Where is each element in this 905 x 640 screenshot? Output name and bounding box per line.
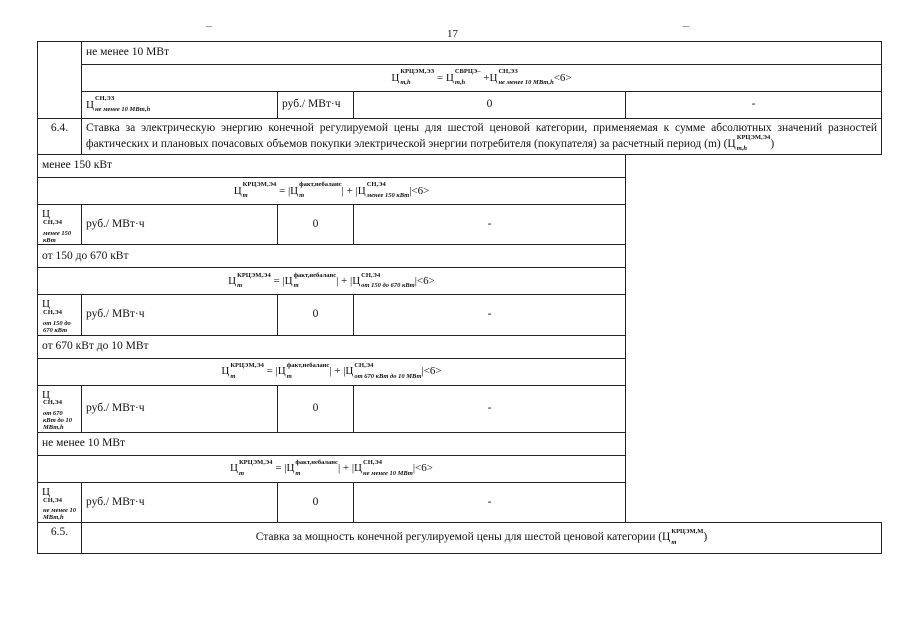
formula — [38, 178, 626, 205]
formula-plus: | + |Ц — [341, 184, 366, 197]
formula-symbol: Ц — [445, 71, 454, 84]
formula-sub: m — [293, 282, 299, 290]
formula-plus: + — [483, 71, 490, 84]
page-number: 17 — [447, 28, 458, 40]
formula-sup: факт,небаланс — [295, 458, 338, 466]
formula-row — [38, 178, 882, 205]
variable-cell — [82, 92, 278, 119]
formula-sup: КРЦЭМ,Э4 — [238, 458, 273, 466]
scan-mark — [206, 26, 212, 27]
formula-row — [38, 65, 882, 92]
dash-cell: - — [354, 295, 626, 335]
unit-cell: руб./ МВт·ч — [82, 482, 278, 522]
formula — [82, 65, 882, 92]
section-row — [38, 522, 882, 553]
formula-symbol: Ц — [221, 365, 230, 378]
table-row — [38, 335, 882, 358]
var-sup: СН,ЭЗ — [94, 95, 115, 103]
formula-sup: факт,небаланс — [293, 271, 337, 279]
formula-sup: СН,ЭЗ — [498, 68, 518, 76]
formula-eq: = |Ц — [278, 184, 299, 197]
formula-plus: | + |Ц — [337, 462, 363, 475]
formula-sup: СН,Э4 — [43, 309, 63, 317]
formula-plus: | + |Ц — [329, 365, 354, 378]
unit-cell: руб./ МВт·ч — [82, 295, 278, 335]
number-cell — [38, 42, 82, 119]
group-label: от 150 до 670 кВт — [38, 245, 626, 268]
unit-cell: руб./ МВт·ч — [278, 92, 354, 119]
formula-note: |<6> — [421, 365, 442, 378]
formula-sup: СН,Э4 — [43, 399, 63, 407]
formula-sup: СН,Э4 — [366, 181, 386, 189]
value-cell: 0 — [278, 482, 354, 522]
dash-cell: - — [626, 92, 882, 119]
formula-note: |<6> — [414, 274, 435, 287]
title-close: ) — [703, 531, 708, 544]
formula-eq: = |Ц — [275, 462, 295, 475]
var-symbol: Ц — [86, 98, 94, 111]
formula-sup: СВРЦЭ– — [454, 68, 481, 76]
section-row — [38, 119, 882, 155]
formula-sup: КРЦЭМ,Э4 — [242, 181, 277, 189]
formula-note: |<6> — [409, 184, 430, 197]
variable-cell — [38, 295, 82, 335]
variable-cell — [38, 482, 82, 522]
title-text: Ставка за мощность конечной регулируемой цены для шестой ценовой категории (Ц — [255, 531, 671, 544]
variable-cell — [38, 385, 82, 432]
dash-cell: - — [354, 482, 626, 522]
formula-sub: m — [295, 469, 301, 477]
formula-sup: СН,Э4 — [354, 361, 374, 369]
formula-sub: менее 150 кВт — [43, 229, 72, 244]
value-row — [38, 205, 882, 245]
dash-cell: - — [354, 205, 626, 245]
value-row — [38, 385, 882, 432]
value-cell: 0 — [354, 92, 626, 119]
table-row — [38, 245, 882, 268]
formula-symbol: Ц — [489, 71, 498, 84]
var-symbol: Ц — [42, 388, 50, 401]
formula-symbol: Ц — [233, 184, 242, 197]
formula-sub: не менее 10 МВт,h — [43, 507, 76, 522]
formula-symbol: Ц — [391, 71, 400, 84]
formula-note: <6> — [553, 71, 572, 84]
formula-row — [38, 358, 882, 385]
var-symbol: Ц — [42, 208, 50, 221]
unit-cell: руб./ МВт·ч — [82, 205, 278, 245]
formula-symbol: Ц — [228, 274, 237, 287]
formula-sup: СН,Э4 — [43, 496, 63, 504]
group-label: от 670 кВт до 10 МВт — [38, 335, 626, 358]
formula-sub: от 670 кВт до 10 МВт,h — [43, 410, 72, 431]
formula-sup: факт,небаланс — [299, 181, 342, 189]
value-row — [38, 295, 882, 335]
var-symbol: Ц — [42, 485, 50, 498]
formula-sub: менее 150 кВт — [366, 192, 410, 200]
formula-sub: не менее 10 МВт — [363, 469, 413, 477]
section-title — [82, 522, 882, 553]
formula-sub: m,h — [454, 79, 466, 87]
value-row — [38, 482, 882, 522]
formula-symbol: Ц — [230, 462, 238, 475]
section-description — [82, 119, 882, 155]
formula-sub: m — [230, 372, 236, 380]
symbol: (Ц — [723, 137, 736, 150]
formula-sub: m — [299, 192, 305, 200]
scan-mark — [683, 26, 689, 27]
group-label: менее 150 кВт — [38, 155, 626, 178]
formula-sub: m — [671, 538, 677, 546]
section-number: 6.5. — [38, 522, 82, 553]
dash-cell: - — [354, 385, 626, 432]
formula-sub: от 150 до 670 кВт — [361, 282, 415, 290]
value-cell: 0 — [278, 385, 354, 432]
formula-eq: = |Ц — [266, 365, 286, 378]
var-symbol: Ц — [42, 298, 50, 311]
formula-sub: от 670 кВт до 10 МВт — [354, 372, 422, 380]
formula-row — [38, 455, 882, 482]
formula-sub: m,h — [400, 79, 411, 87]
symbol-close: ) — [770, 137, 775, 150]
formula-sub: не менее 10 МВт,h — [498, 79, 554, 87]
group-label: не менее 10 МВт — [82, 42, 882, 65]
formula-sup: КРЦЭМ,ЭЗ — [400, 68, 435, 76]
formula-row — [38, 268, 882, 295]
unit-cell: руб./ МВт·ч — [82, 385, 278, 432]
formula-sup: СН,Э4 — [361, 271, 381, 279]
formula-sub: m — [242, 192, 248, 200]
var-sub: не менее 10 МВт,h — [94, 106, 151, 114]
formula-sup: СН,Э4 — [363, 458, 383, 466]
variable-cell — [38, 205, 82, 245]
formula-sup: КРЦЭМ,М — [671, 527, 704, 535]
formula-sub: от 150 до 670 кВт — [43, 319, 71, 334]
formula-note: |<6> — [412, 462, 433, 475]
formula-sup: КРЦЭМ,Э4 — [230, 361, 264, 369]
symbol-sub: m,h — [736, 144, 748, 152]
value-row — [38, 92, 882, 119]
symbol-sup: КРЦЭМ,Э4 — [736, 134, 771, 142]
formula-sup: КРЦЭМ,Э4 — [237, 271, 271, 279]
formula-sup: факт,небаланс — [286, 361, 330, 369]
formula-plus: | + |Ц — [336, 274, 361, 287]
section-number: 6.4. — [38, 119, 82, 155]
description-text: Ставка за электрическую энергию конечной регулируемой цены для шестой ценовой категории, применяемая к сумме абсолютных значений разностей фактических и плановых почасовых объемов покупки электрической энергии потребителя (покупателя) за расчетный период (m) — [86, 122, 877, 150]
group-label: не менее 10 МВт — [38, 432, 626, 455]
formula — [38, 358, 626, 385]
table-row — [38, 42, 882, 65]
value-cell: 0 — [278, 205, 354, 245]
formula-sub: m — [237, 282, 243, 290]
formula-sub: m — [286, 372, 292, 380]
formula-eq: = |Ц — [273, 274, 293, 287]
table-row — [38, 432, 882, 455]
formula-sup: СН,Э4 — [43, 218, 63, 226]
table-row — [38, 155, 882, 178]
formula — [38, 455, 626, 482]
value-cell: 0 — [278, 295, 354, 335]
formula-eq: = — [436, 71, 444, 84]
formula — [38, 268, 626, 295]
formula-sub: m — [238, 469, 245, 477]
tariff-table — [37, 41, 882, 554]
